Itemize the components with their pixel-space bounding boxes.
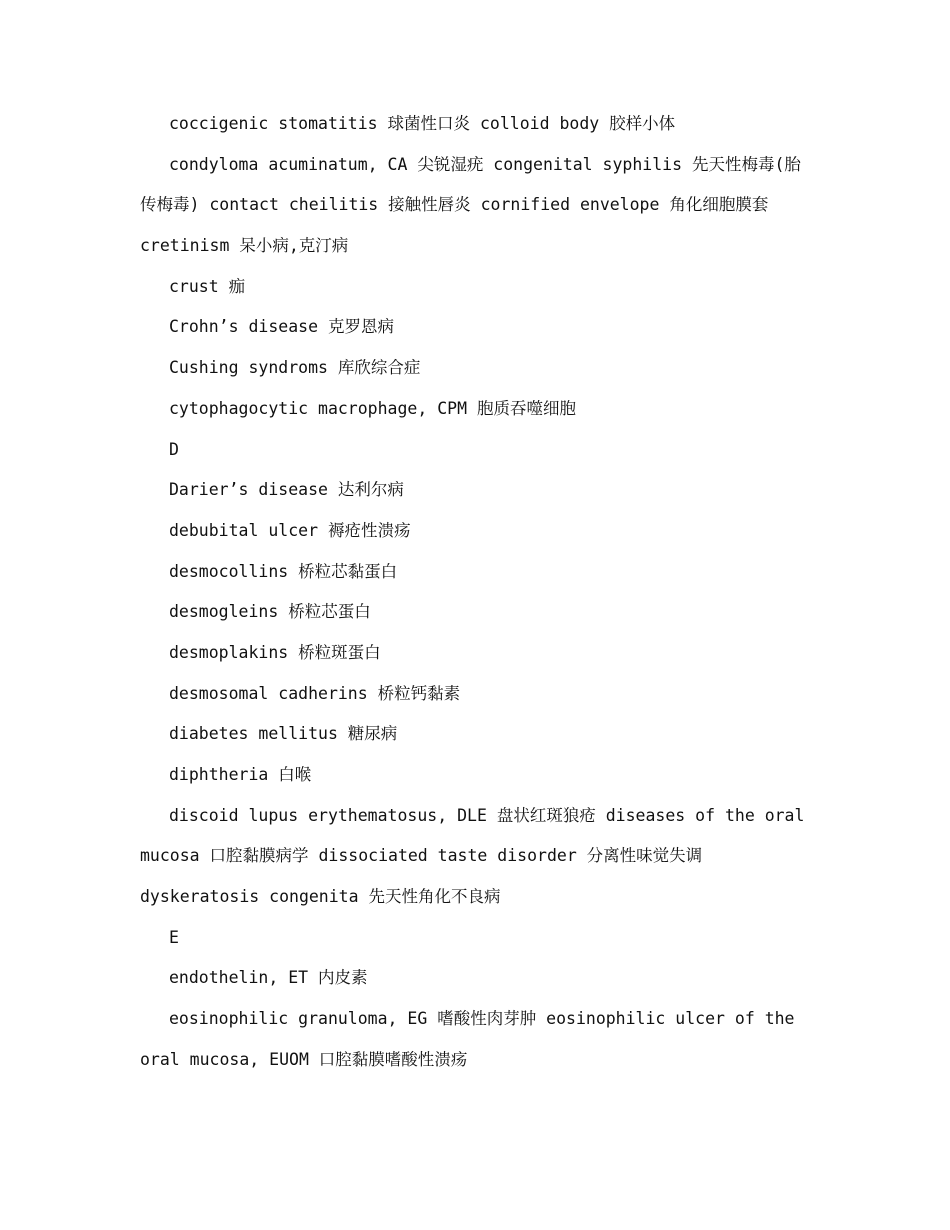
text-line: desmoplakins 桥粒斑蛋白 xyxy=(169,642,381,662)
text-line: coccigenic stomatitis 球菌性口炎 colloid body 胶样小体 xyxy=(169,114,676,133)
text-line: cytophagocytic macrophage, CPM 胞质吞噬细胞 xyxy=(169,398,576,418)
text-line: endothelin, ET 内皮素 xyxy=(169,968,368,988)
text-line: 传梅毒) contact cheilitis 接触性唇炎 cornified envelope 角化细胞膜套 xyxy=(140,195,769,215)
text-line: diabetes mellitus 糖尿病 xyxy=(169,724,398,744)
text-line: crust 痂 xyxy=(169,276,246,296)
text-line: dyskeratosis congenita 先天性角化不良病 xyxy=(140,887,501,907)
text-line: desmocollins 桥粒芯黏蛋白 xyxy=(169,561,398,581)
section-letter: D xyxy=(169,439,179,459)
text-line: desmosomal cadherins 桥粒钙黏素 xyxy=(169,683,461,703)
text-line: diphtheria 白喉 xyxy=(169,765,312,784)
text-line: Crohn’s disease 克罗恩病 xyxy=(169,317,394,337)
document-page xyxy=(140,104,805,1081)
text-line: oral mucosa, EUOM 口腔黏膜嗜酸性溃疡 xyxy=(140,1049,468,1069)
text-line: debubital ulcer 褥疮性溃疡 xyxy=(169,520,411,540)
text-line: eosinophilic granuloma, EG 嗜酸性肉芽肿 eosinophilic ulcer of the xyxy=(169,1009,795,1029)
text-line: cretinism 呆小病,克汀病 xyxy=(140,236,349,256)
text-line: mucosa 口腔黏膜病学 dissociated taste disorder 分离性味觉失调 xyxy=(140,846,703,866)
text-line: condyloma acuminatum, CA 尖锐湿疣 congenital syphilis 先天性梅毒(胎 xyxy=(169,154,801,174)
text-line: Cushing syndroms 库欣综合症 xyxy=(169,358,421,378)
text-line: discoid lupus erythematosus, DLE 盘状红斑狼疮 diseases of the oral xyxy=(169,805,805,825)
text-line: Darier’s disease 达利尔病 xyxy=(169,480,404,500)
text-line: desmogleins 桥粒芯蛋白 xyxy=(169,602,371,622)
section-letter: E xyxy=(169,927,179,947)
